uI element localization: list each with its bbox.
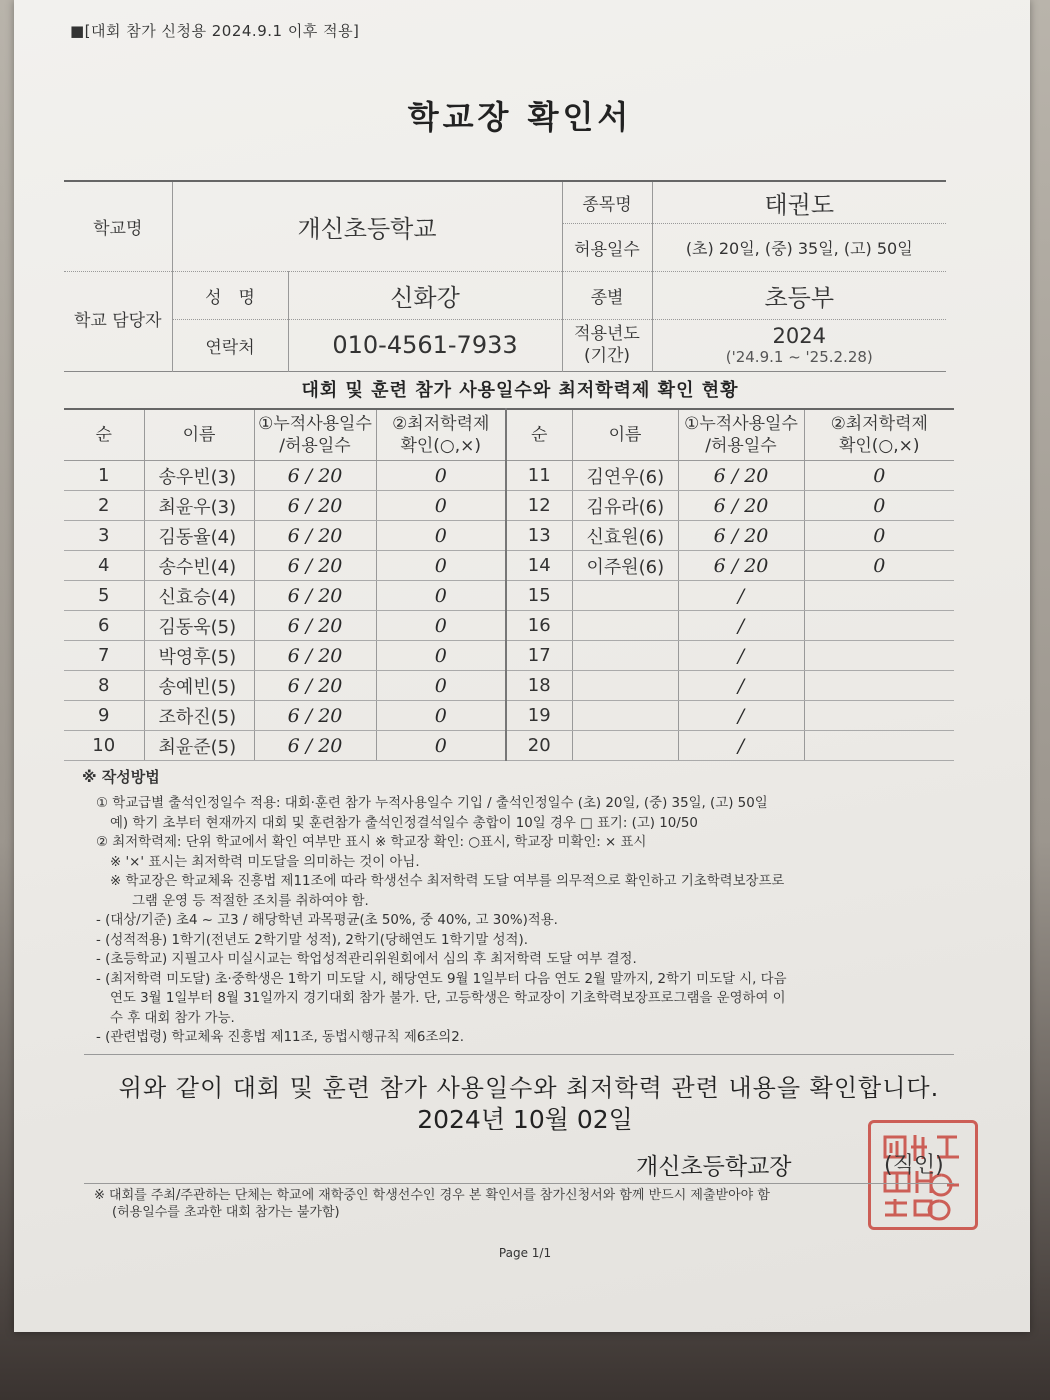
confirmation-statement: 위와 같이 대회 및 훈련 참가 사용일수와 최저학력 관련 내용을 확인합니다. xyxy=(118,1074,940,1102)
table-cell: 조하진(5) xyxy=(144,701,254,731)
table-cell xyxy=(572,701,678,731)
table-row xyxy=(64,461,954,491)
col-days-header-right: ①누적사용일수 /허용일수 xyxy=(678,409,804,461)
year-label: 적용년도 (기간) xyxy=(562,319,652,371)
period-value: ('24.9.1 ~ '25.2.28) xyxy=(725,348,873,366)
table-cell: 0 xyxy=(376,551,506,581)
table-cell: 0 xyxy=(376,521,506,551)
col-days-header: ①누적사용일수 /허용일수 xyxy=(254,409,376,461)
contact-phone-label: 연락처 xyxy=(172,319,288,371)
table-cell: 최윤준(5) xyxy=(144,731,254,761)
table-cell: 13 xyxy=(506,521,572,551)
table-cell xyxy=(804,701,954,731)
table-cell xyxy=(804,611,954,641)
contact-name-label: 성 명 xyxy=(172,271,288,319)
table-cell: 6 / 20 xyxy=(678,521,804,551)
table-cell: 4 xyxy=(64,551,144,581)
method-line: 예) 학기 초부터 현재까지 대회 및 훈련참가 출석인정결석일수 총합이 10일 경우 □ 표기: (고) 10/50 xyxy=(110,815,698,831)
col-name-header: 이름 xyxy=(144,409,254,461)
table-row xyxy=(64,671,954,701)
seal-mark-label: (직인) xyxy=(884,1153,944,1178)
table-cell: 6 xyxy=(64,611,144,641)
table-cell: 0 xyxy=(804,521,954,551)
table-cell: 박영후(5) xyxy=(144,641,254,671)
table-cell xyxy=(804,731,954,761)
table-row xyxy=(64,491,954,521)
table-cell: 김유라(6) xyxy=(572,491,678,521)
table-cell: 0 xyxy=(804,491,954,521)
table-cell: 18 xyxy=(506,671,572,701)
table-cell: 7 xyxy=(64,641,144,671)
divider xyxy=(84,1054,954,1055)
method-line: - (초등학교) 지필고사 미실시교는 학업성적관리위원회에서 심의 후 최저학력 도달 여부 결정. xyxy=(96,952,637,967)
table-cell: 8 xyxy=(64,671,144,701)
category-label: 종별 xyxy=(562,271,652,319)
allowed-days-label: 허용일수 xyxy=(562,223,652,271)
table-cell: 신효원(6) xyxy=(572,521,678,551)
method-line: - (성적적용) 1학기(전년도 2학기말 성적), 2학기(당해연도 1학기말 성적). xyxy=(96,932,528,948)
table-cell: 김동율(4) xyxy=(144,521,254,551)
table-cell: 3 xyxy=(64,521,144,551)
table-cell: / xyxy=(678,581,804,611)
table-cell: 6 / 20 xyxy=(678,551,804,581)
table-cell: 이주원(6) xyxy=(572,551,678,581)
table-cell: 5 xyxy=(64,581,144,611)
issue-date: 2024년 10월 02일 xyxy=(417,1105,633,1134)
method-line: ※ 학교장은 학교체육 진흥법 제11조에 따라 학생선수 최저학력 도달 여부를 의무적으로 확인하고 기초학력보장프로 xyxy=(110,874,785,889)
sport-value: 태권도 xyxy=(652,181,946,223)
divider xyxy=(84,1183,954,1184)
table-cell xyxy=(572,641,678,671)
table-cell: 6 / 20 xyxy=(678,491,804,521)
table-cell: 6 / 20 xyxy=(254,641,376,671)
table-cell: 9 xyxy=(64,701,144,731)
col-check-header: ②최저학력제 확인(○,×) xyxy=(376,409,506,461)
table-cell: 송우빈(3) xyxy=(144,461,254,491)
table-cell: 6 / 20 xyxy=(254,581,376,611)
table-cell: 6 / 20 xyxy=(254,461,376,491)
table-cell xyxy=(804,581,954,611)
table-cell: 11 xyxy=(506,461,572,491)
table-cell: 0 xyxy=(376,671,506,701)
table-cell: 송수빈(4) xyxy=(144,551,254,581)
allowed-days-value: (초) 20일, (중) 35일, (고) 50일 xyxy=(652,223,946,271)
page-number: Page 1/1 xyxy=(498,1246,552,1260)
footnote-line: (허용일수를 초과한 대회 참가는 불가함) xyxy=(112,1205,340,1220)
table-cell: 17 xyxy=(506,641,572,671)
section-title: 대회 및 훈련 참가 사용일수와 최저학력제 확인 현황 xyxy=(301,380,739,401)
table-cell: 0 xyxy=(376,731,506,761)
table-cell: 6 / 20 xyxy=(254,521,376,551)
table-cell: 1 xyxy=(64,461,144,491)
contact-name-value: 신화강 xyxy=(288,271,562,319)
table-cell: 0 xyxy=(376,611,506,641)
table-cell: / xyxy=(678,701,804,731)
participation-table xyxy=(64,408,954,761)
col-no-header-right: 순 xyxy=(506,409,572,461)
table-cell xyxy=(572,671,678,701)
form-usage-label: ■[대회 참가 신청용 2024.9.1 이후 적용] xyxy=(70,22,360,40)
method-title: ※ 작성방법 xyxy=(82,768,160,786)
table-cell: 2 xyxy=(64,491,144,521)
table-cell: 14 xyxy=(506,551,572,581)
table-cell: 0 xyxy=(376,581,506,611)
table-row xyxy=(64,551,954,581)
table-cell xyxy=(572,731,678,761)
table-cell xyxy=(572,611,678,641)
method-line: ① 학교급별 출석인정일수 적용: 대회·훈련 참가 누적사용일수 기입 / 출석인정일수 (초) 20일, (중) 35일, (고) 50일 xyxy=(96,796,768,811)
table-cell: 6 / 20 xyxy=(254,701,376,731)
table-cell: 김연우(6) xyxy=(572,461,678,491)
table-cell: / xyxy=(678,641,804,671)
method-line: - (대상/기준) 초4 ~ 고3 / 해당학년 과목평균(초 50%, 중 40%, 고 30%)적용. xyxy=(96,913,558,928)
col-check-header-right: ②최저학력제 확인(○,×) xyxy=(804,409,954,461)
table-cell: 0 xyxy=(376,641,506,671)
table-cell: 6 / 20 xyxy=(678,461,804,491)
table-cell: 20 xyxy=(506,731,572,761)
table-cell: 신효승(4) xyxy=(144,581,254,611)
method-list xyxy=(96,794,926,1048)
method-line: 그램 운영 등 적절한 조치를 취하여야 함. xyxy=(132,893,369,909)
table-cell: 0 xyxy=(804,551,954,581)
category-value: 초등부 xyxy=(652,271,946,319)
method-line: 수 후 대회 참가 가능. xyxy=(110,1010,235,1026)
school-info-table xyxy=(64,180,946,372)
table-cell: 6 / 20 xyxy=(254,671,376,701)
table-cell: 6 / 20 xyxy=(254,611,376,641)
table-cell: / xyxy=(678,671,804,701)
table-cell: 0 xyxy=(804,461,954,491)
table-cell xyxy=(804,641,954,671)
table-cell: 0 xyxy=(376,491,506,521)
table-cell: / xyxy=(678,731,804,761)
table-cell: 최윤우(3) xyxy=(144,491,254,521)
sport-label: 종목명 xyxy=(562,181,652,223)
col-name-header-right: 이름 xyxy=(572,409,678,461)
footnote-line: ※ 대회를 주최/주관하는 단체는 학교에 재학중인 학생선수인 경우 본 확인서를 참가신청서와 함께 반드시 제출받아야 함 xyxy=(94,1188,770,1203)
table-cell: 6 / 20 xyxy=(254,551,376,581)
footnote xyxy=(94,1187,964,1221)
table-cell: 6 / 20 xyxy=(254,491,376,521)
table-cell: / xyxy=(678,611,804,641)
table-cell: 16 xyxy=(506,611,572,641)
principal-title: 개신초등학교장 xyxy=(636,1154,792,1180)
method-line: - (최저학력 미도달) 초·중학생은 1학기 미도달 시, 해당연도 9월 1일부터 다음 연도 2월 말까지, 2학기 미도달 시, 다음 xyxy=(96,971,787,987)
table-cell: 15 xyxy=(506,581,572,611)
contact-phone-value: 010-4561-7933 xyxy=(288,319,562,371)
table-row xyxy=(64,611,954,641)
table-row xyxy=(64,581,954,611)
method-line: - (관련법령) 학교체육 진흥법 제11조, 동법시행규칙 제6조의2. xyxy=(96,1030,464,1045)
table-cell: 0 xyxy=(376,461,506,491)
table-cell: 12 xyxy=(506,491,572,521)
table-row xyxy=(64,521,954,551)
table-cell: 6 / 20 xyxy=(254,731,376,761)
table-row xyxy=(64,731,954,761)
table-cell: 송예빈(5) xyxy=(144,671,254,701)
table-cell xyxy=(804,671,954,701)
table-row xyxy=(64,641,954,671)
table-cell: 김동욱(5) xyxy=(144,611,254,641)
contact-group-label: 학교 담당자 xyxy=(64,271,172,371)
table-cell: 10 xyxy=(64,731,144,761)
method-line: ② 최저학력제: 단위 학교에서 확인 여부만 표시 ※ 학교장 확인: ○표시, 학교장 미확인: × 표시 xyxy=(96,835,647,850)
col-no-header: 순 xyxy=(64,409,144,461)
page-title: 학교장 확인서 xyxy=(407,98,633,136)
table-cell: 19 xyxy=(506,701,572,731)
school-name-value: 개신초등학교 xyxy=(172,181,562,271)
school-name-label: 학교명 xyxy=(64,181,172,271)
table-row xyxy=(64,701,954,731)
table-cell: 0 xyxy=(376,701,506,731)
year-value: 2024 xyxy=(772,324,826,348)
method-line: 연도 3월 1일부터 8월 31일까지 경기대회 참가 불가. 단, 고등학생은 학교장이 기초학력보장프로그램을 운영하여 이 xyxy=(110,991,786,1006)
table-cell xyxy=(572,581,678,611)
table-header-row xyxy=(64,409,954,461)
method-line: ※ '×' 표시는 최저학력 미도달을 의미하는 것이 아님. xyxy=(110,854,420,870)
